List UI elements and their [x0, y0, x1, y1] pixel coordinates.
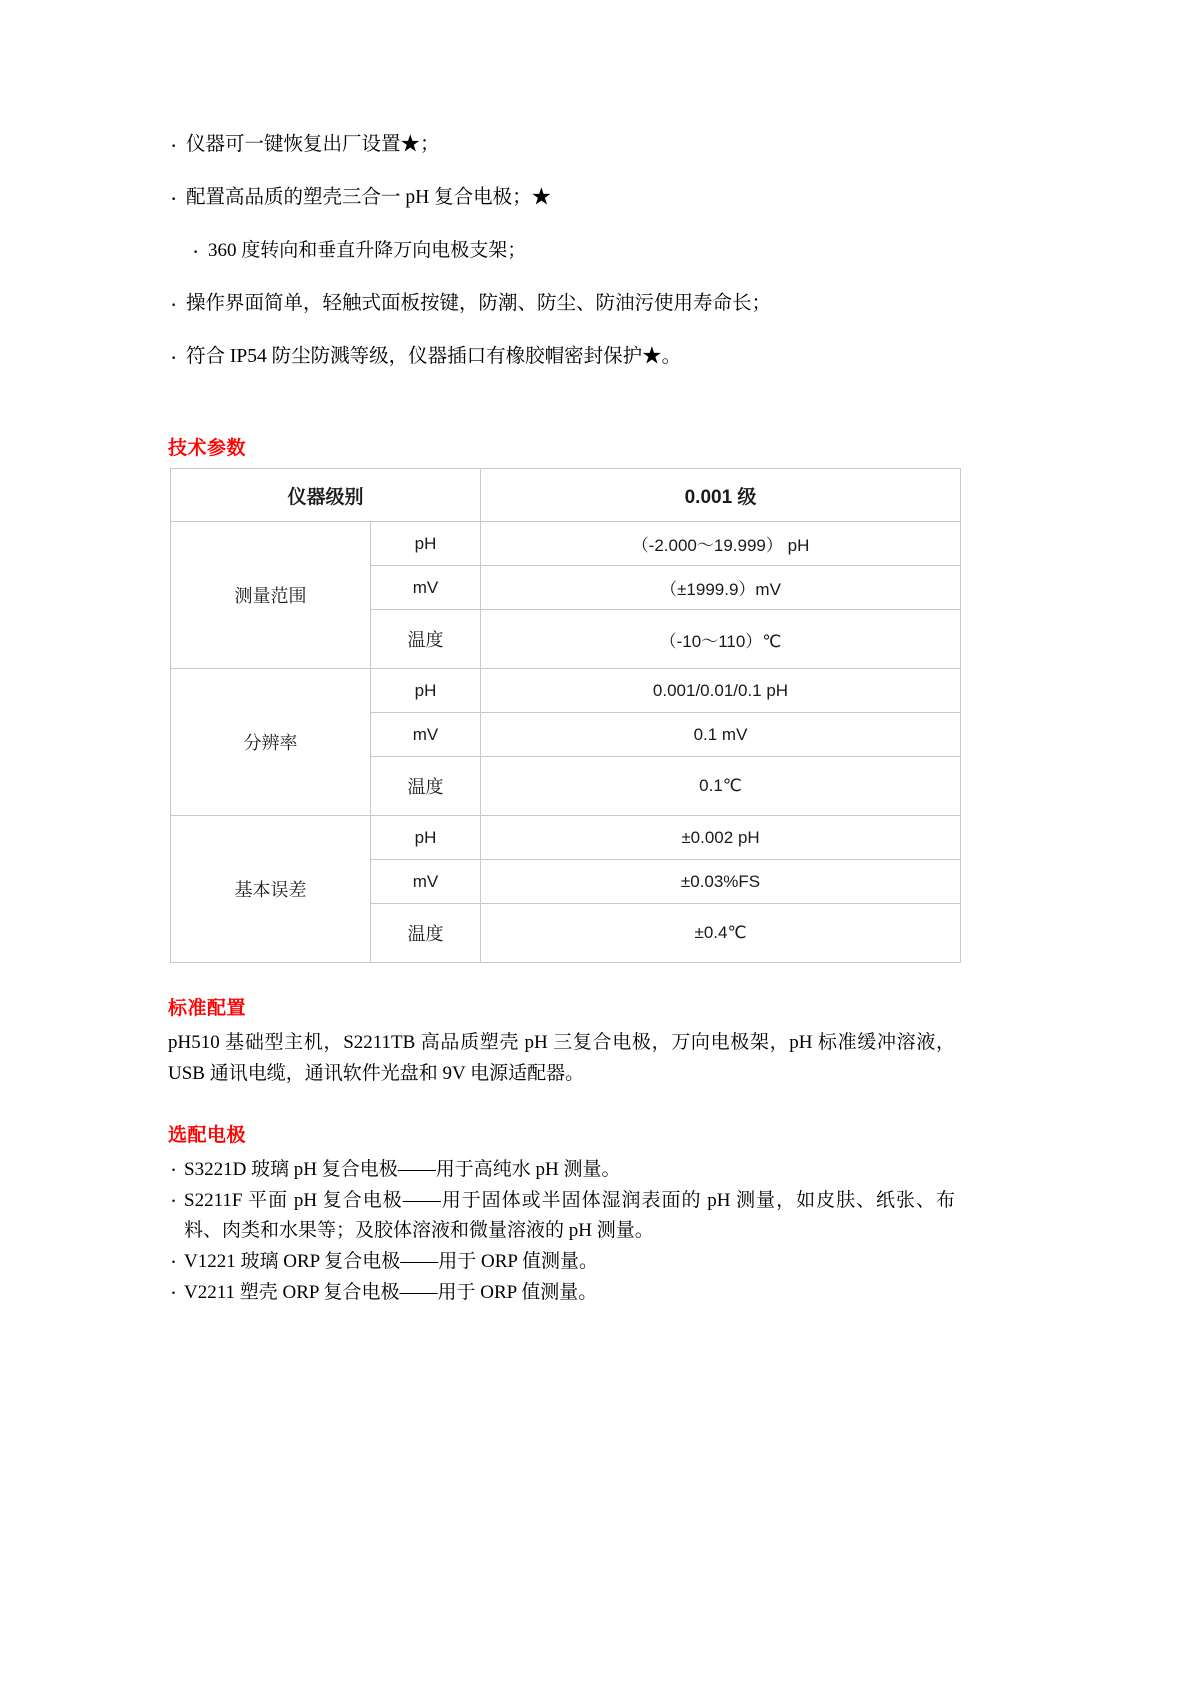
- param-name: pH: [371, 669, 481, 713]
- param-name: mV: [371, 860, 481, 904]
- electrode-text: V2211 塑壳 ORP 复合电极——用于 ORP 值测量。: [184, 1281, 598, 1303]
- param-value: 0.1℃: [481, 757, 961, 816]
- param-name: pH: [371, 522, 481, 566]
- list-item: [168, 1155, 955, 1186]
- section-heading-optional-electrodes: 选配电极: [168, 1124, 247, 1146]
- param-name: 温度: [371, 610, 481, 669]
- group-label: 测量范围: [171, 522, 371, 669]
- group-label: 基本误差: [171, 816, 371, 963]
- param-value: （-10～110）℃: [481, 610, 961, 669]
- param-value: ±0.4℃: [481, 904, 961, 963]
- section-heading-standard-config: 标准配置: [168, 998, 247, 1020]
- optional-electrodes-list: [168, 1155, 955, 1309]
- feature-item: [168, 130, 955, 160]
- list-item: [168, 1278, 955, 1309]
- param-value: 0.001/0.01/0.1 pH: [481, 669, 961, 713]
- feature-text: 配置高品质的塑壳三合一 pH 复合电极；★: [186, 187, 552, 209]
- tech-params-table: [170, 468, 961, 963]
- table-row: [171, 816, 961, 860]
- feature-text: 符合 IP54 防尘防溅等级，仪器插口有橡胶帽密封保护★。: [186, 346, 682, 368]
- feature-text: 仪器可一键恢复出厂设置★；: [186, 134, 440, 155]
- param-value: ±0.03%FS: [481, 860, 961, 904]
- list-item: [168, 1186, 955, 1248]
- table-header-value: 0.001 级: [481, 469, 961, 522]
- feature-list: [168, 130, 955, 372]
- param-name: 温度: [371, 904, 481, 963]
- feature-item: [168, 342, 955, 372]
- electrode-text: V1221 玻璃 ORP 复合电极——用于 ORP 值测量。: [184, 1251, 598, 1273]
- electrode-text: S2211F 平面 pH 复合电极——用于固体或半固体湿润表面的 pH 测量，如皮肤、纸张、布料、肉类和水果等；及胶体溶液和微量溶液的 pH 测量。: [184, 1189, 955, 1242]
- param-name: pH: [371, 816, 481, 860]
- feature-text: 360 度转向和垂直升降万向电极支架；: [208, 240, 527, 262]
- table-row-header: [171, 469, 961, 522]
- param-name: mV: [371, 566, 481, 610]
- param-value: （±1999.9）mV: [481, 566, 961, 610]
- feature-item: [168, 289, 955, 319]
- param-value: 0.1 mV: [481, 713, 961, 757]
- feature-item-indented: [168, 236, 955, 265]
- table-row: [171, 669, 961, 713]
- group-label: 分辨率: [171, 669, 371, 816]
- feature-text: 操作界面简单，轻触式面板按键，防潮、防尘、防油污使用寿命长；: [186, 292, 772, 314]
- table-row: [171, 522, 961, 566]
- param-name: mV: [371, 713, 481, 757]
- list-item: [168, 1247, 955, 1278]
- table-header-label: 仪器级别: [171, 469, 481, 522]
- spacer: [168, 963, 955, 993]
- electrode-text: S3221D 玻璃 pH 复合电极——用于高纯水 pH 测量。: [184, 1158, 621, 1180]
- param-value: （-2.000～19.999） pH: [481, 522, 961, 566]
- param-value: ±0.002 pH: [481, 816, 961, 860]
- section-heading-tech-params: 技术参数: [168, 438, 247, 460]
- param-name: 温度: [371, 757, 481, 816]
- spacer: [168, 395, 955, 433]
- standard-config-body: pH510 基础型主机，S2211TB 高品质塑壳 pH 三复合电极，万向电极架，pH 标准缓冲溶液，USB 通讯电缆，通讯软件光盘和 9V 电源适配器。: [168, 1032, 955, 1085]
- feature-item: [168, 183, 955, 213]
- spacer: [168, 1090, 955, 1120]
